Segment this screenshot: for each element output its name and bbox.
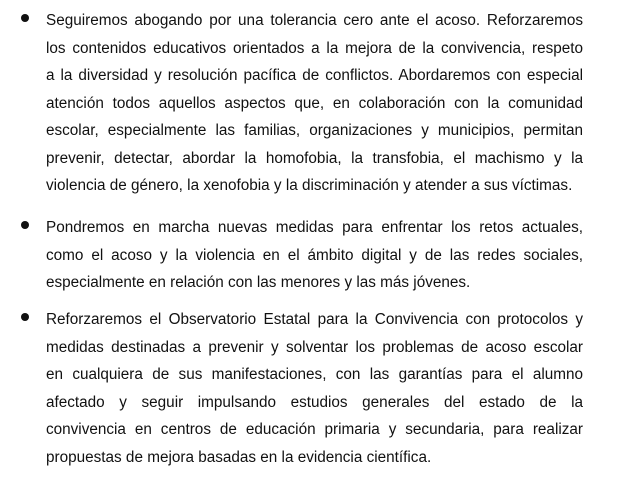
paragraph-line: Pondremos en marcha nuevas medidas para enfrentar los retos actuales, xyxy=(46,219,583,236)
bullet-icon xyxy=(21,14,29,22)
paragraph-line: en cualquiera de sus manifestaciones, con las garantías para el alumno xyxy=(46,366,583,383)
paragraph-line: prevenir, detectar, abordar la homofobia, la transfobia, el machismo y la xyxy=(46,149,583,167)
bullet-icon xyxy=(21,221,29,229)
paragraph-line: convivencia en centros de educación primaria y secundaria, para realizar xyxy=(46,421,583,438)
paragraph-line: los contenidos educativos orientados a la mejora de la convivencia, respeto xyxy=(46,39,583,57)
paragraph-line: especialmente en relación con las menores y las más jóvenes. xyxy=(46,274,471,291)
paragraph-line: medidas destinadas a prevenir y solventar los problemas de acoso escolar xyxy=(46,338,583,356)
paragraph-line: como el acoso y la violencia en el ámbito digital y de las redes sociales, xyxy=(46,246,583,264)
paragraph-line: Reforzaremos el Observatorio Estatal para la Convivencia con protocolos y xyxy=(46,311,583,328)
paragraph-line: a la diversidad y resolución pacífica de conflictos. Abordaremos con especial xyxy=(46,67,583,84)
paragraph-line: Seguiremos abogando por una tolerancia cero ante el acoso. Reforzaremos xyxy=(46,12,583,29)
bullet-icon xyxy=(21,313,29,321)
paragraph-line: afectado y seguir impulsando estudios generales del estado de la xyxy=(46,393,583,411)
paragraph-line: violencia de género, la xenofobia y la discriminación y atender a sus víctimas. xyxy=(46,177,573,194)
paragraph-line: propuestas de mejora basadas en la evidencia científica. xyxy=(46,448,432,466)
paragraph-line: atención todos aquellos aspectos que, en colaboración con la comunidad xyxy=(46,94,583,112)
paragraph-line: escolar, especialmente las familias, organizaciones y municipios, permitan xyxy=(46,122,583,139)
